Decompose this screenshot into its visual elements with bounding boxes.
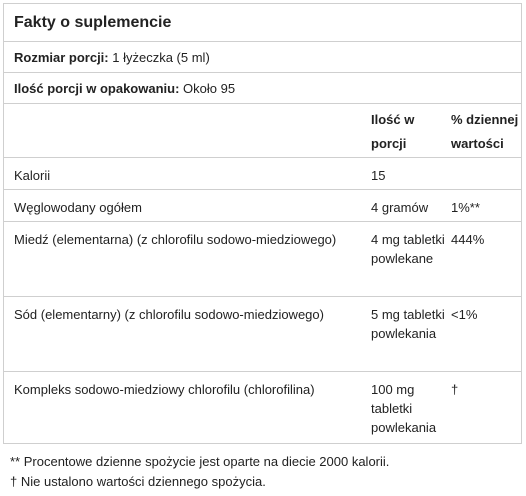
nutrient-daily-value: <1% — [450, 296, 521, 371]
nutrient-amount: 4 mg tabletki powlekane — [370, 221, 450, 296]
nutrient-amount: 100 mg tabletki powlekania — [371, 381, 437, 435]
table-row — [4, 157, 521, 189]
nutrient-name: Kompleks sodowo-miedziowy chlorofilu (chlorofilina) — [14, 381, 315, 397]
nutrient-daily-value: 444% — [450, 221, 521, 296]
footnote-not-established: † Nie ustalono wartości dziennego spożycia. — [10, 474, 266, 489]
nutrient-daily-value: 1%** — [450, 189, 521, 221]
serving-size-row — [4, 42, 521, 73]
supplement-facts-panel — [3, 3, 522, 444]
header-nutrient — [4, 104, 370, 157]
table-row — [4, 296, 521, 371]
servings-per-container-label: Ilość porcji w opakowaniu: — [14, 81, 180, 96]
table-row — [4, 371, 521, 446]
servings-per-container-value: Około 95 — [183, 81, 236, 96]
footnote-daily-value-basis: ** Procentowe dzienne spożycie jest oparte na diecie 2000 kalorii. — [10, 454, 390, 469]
serving-size-value: 1 łyżeczka (5 ml) — [112, 50, 210, 65]
nutrient-amount: 15 — [370, 157, 450, 189]
nutrient-amount: 4 gramów — [370, 189, 450, 221]
footnotes — [10, 452, 389, 492]
servings-per-container-row — [4, 73, 521, 104]
nutrient-name: Sód (elementarny) (z chlorofilu sodowo-miedziowego) — [4, 296, 370, 371]
table-row — [4, 221, 521, 296]
nutrient-table — [4, 104, 521, 446]
nutrient-name: Węglowodany ogółem — [4, 189, 370, 221]
header-amount: Ilość w porcji — [370, 104, 450, 157]
header-daily-value: % dziennej wartości — [450, 104, 521, 157]
nutrient-daily-value — [450, 157, 521, 189]
nutrient-amount: 5 mg tabletki powlekania — [370, 296, 450, 371]
panel-title: Fakty o suplemencie — [4, 4, 521, 42]
serving-size-label: Rozmiar porcji: — [14, 50, 109, 65]
nutrient-daily-value: † — [451, 381, 459, 397]
table-header-row — [4, 104, 521, 157]
table-row — [4, 189, 521, 221]
nutrient-name: Miedź (elementarna) (z chlorofilu sodowo-miedziowego) — [4, 221, 370, 296]
nutrient-name: Kalorii — [4, 157, 370, 189]
